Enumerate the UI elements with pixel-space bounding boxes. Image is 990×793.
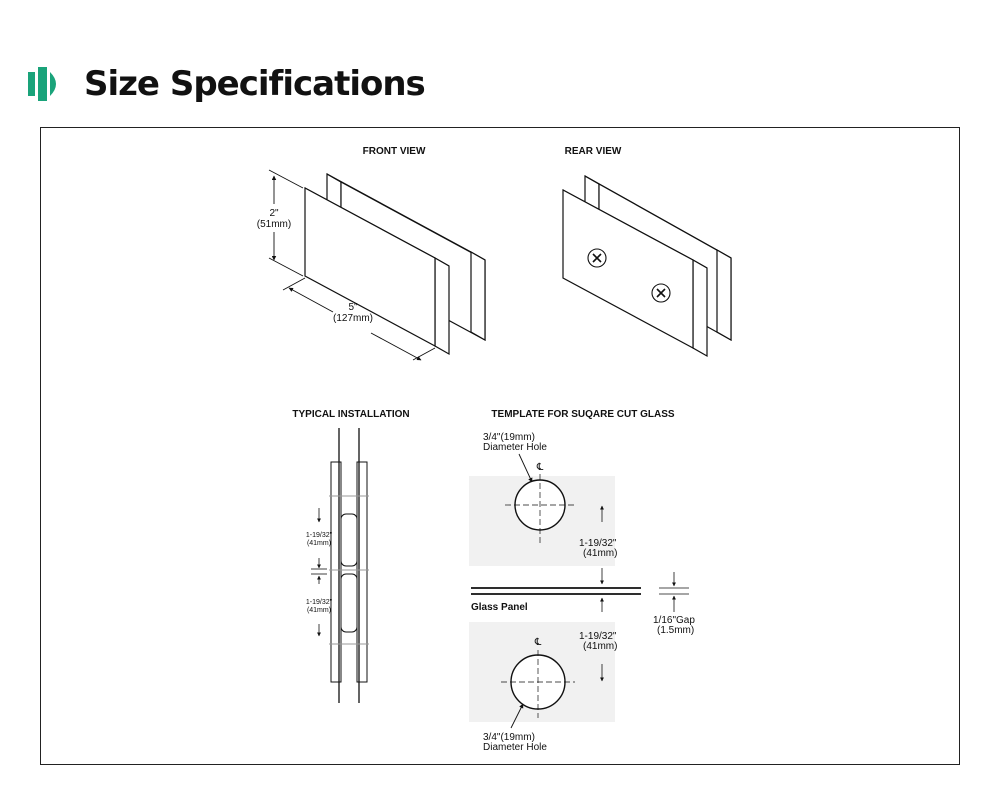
installation-profile [329, 428, 369, 703]
front-height-in: 2" [269, 208, 279, 219]
typical-installation [292, 409, 409, 703]
technical-drawing [41, 128, 959, 764]
top-offset-mm: (41mm) [583, 548, 618, 559]
speaker-icon [26, 64, 66, 104]
rear-view-clamp [563, 176, 731, 356]
installation-dimensions [311, 508, 327, 636]
install-dim2-in: 1-19/32" [305, 599, 333, 606]
gap-label: 1/16"Gap [653, 615, 695, 626]
bottom-hole-label: Diameter Hole [483, 742, 547, 753]
bottom-offset-in: 1-19/32" [579, 631, 617, 642]
front-view-title: FRONT VIEW [362, 146, 426, 157]
section-header [26, 58, 425, 110]
top-hole-size: 3/4"(19mm) [483, 432, 535, 443]
install-dim1-in: 1-19/32" [305, 532, 333, 539]
top-centerline-symbol: ℄ [536, 462, 544, 473]
install-dim2-mm: (41mm) [306, 607, 332, 614]
size-diagram [40, 127, 960, 765]
bottom-offset-mm: (41mm) [583, 641, 618, 652]
typical-installation-title: TYPICAL INSTALLATION [292, 409, 410, 420]
page-title: Size Specifications [84, 64, 425, 104]
glass-panel-label: Glass Panel [471, 602, 528, 613]
front-width-in: 5" [348, 302, 358, 313]
template-title: TEMPLATE FOR SUQARE CUT GLASS [491, 409, 675, 420]
rear-view-title: REAR VIEW [564, 146, 622, 157]
bottom-hole-size: 3/4"(19mm) [483, 732, 535, 743]
top-hole-label: Diameter Hole [483, 442, 547, 453]
gap-dimension [659, 572, 689, 612]
install-dim1-mm: (41mm) [306, 540, 332, 547]
cut-template [469, 409, 695, 753]
glass-panel [471, 588, 641, 594]
gap-mm: (1.5mm) [657, 625, 695, 636]
front-view-clamp [305, 174, 485, 354]
rear-view [563, 146, 731, 356]
front-height-mm: (51mm) [256, 219, 292, 230]
top-offset-in: 1-19/32" [579, 538, 617, 549]
bottom-centerline-symbol: ℄ [534, 637, 542, 648]
front-width-mm: (127mm) [332, 313, 374, 324]
front-view [257, 146, 485, 360]
